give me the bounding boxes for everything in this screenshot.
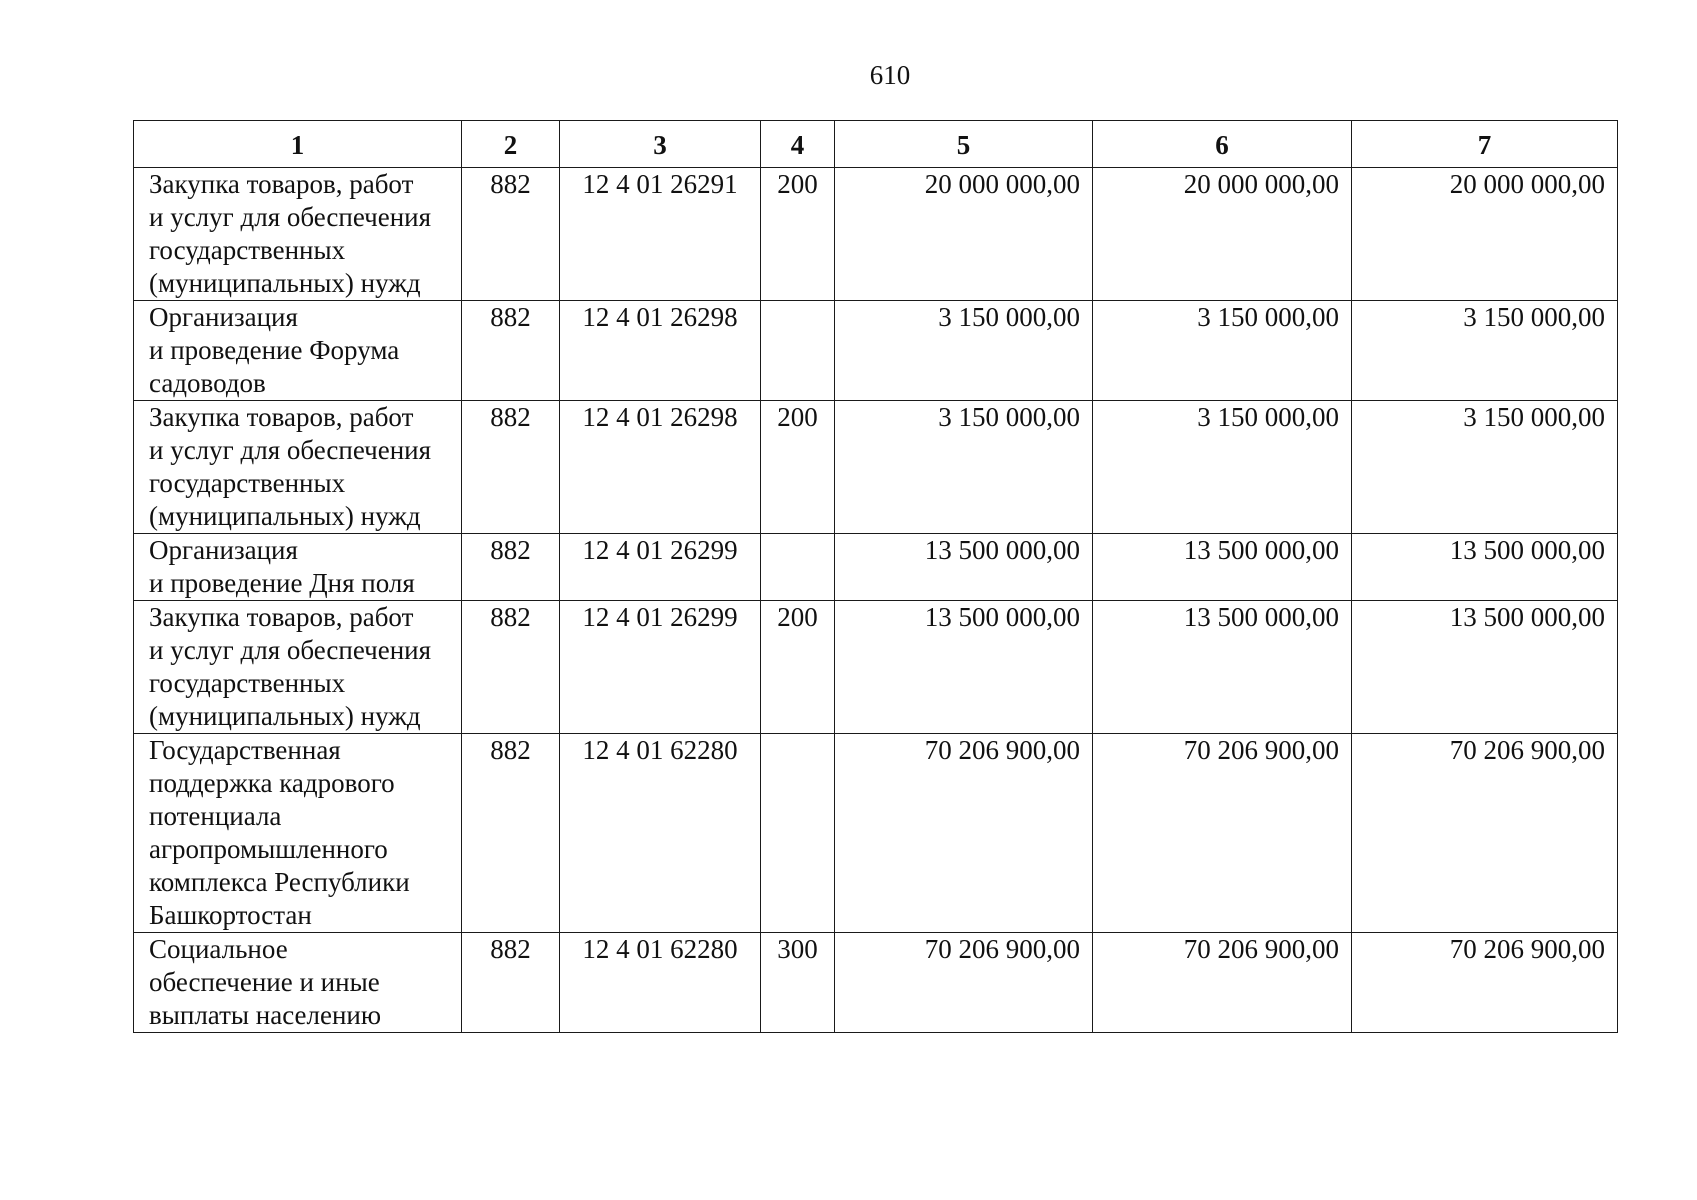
- table-row: [134, 933, 1618, 1033]
- cell-text: 3 150 000,00: [1197, 402, 1339, 432]
- row-expense-type-cell: [761, 933, 835, 1033]
- cell-text: 13 500 000,00: [924, 602, 1080, 632]
- row-name-cell: [134, 734, 462, 933]
- column-header: 5: [835, 121, 1093, 168]
- row-code-cell: [462, 301, 560, 401]
- cell-text: 13 500 000,00: [1449, 602, 1605, 632]
- row-name-cell: [134, 933, 462, 1033]
- row-code-cell: [462, 601, 560, 734]
- row-name-cell: [134, 534, 462, 601]
- cell-text: 13 500 000,00: [1449, 535, 1605, 565]
- row-amount-cell: [1352, 534, 1618, 601]
- row-code-cell: [462, 933, 560, 1033]
- column-header: 1: [134, 121, 462, 168]
- cell-text: 70 206 900,00: [1183, 934, 1339, 964]
- table-header-row: [134, 121, 1618, 168]
- row-amount-cell: [1093, 734, 1352, 933]
- row-classifier-cell: [560, 601, 761, 734]
- cell-text: 200: [777, 602, 818, 632]
- row-amount-cell: [1093, 168, 1352, 301]
- cell-text: Закупка товаров, работ и услуг для обеспечения государственных (муниципальных) нужд: [149, 402, 432, 531]
- cell-text: 13 500 000,00: [1183, 602, 1339, 632]
- row-amount-cell: [1352, 601, 1618, 734]
- table-row: [134, 534, 1618, 601]
- row-amount-cell: [1352, 734, 1618, 933]
- cell-text: 13 500 000,00: [924, 535, 1080, 565]
- column-header: 3: [560, 121, 761, 168]
- table-row: [134, 401, 1618, 534]
- table-body: [134, 168, 1618, 1033]
- row-name-cell: [134, 301, 462, 401]
- cell-text: 882: [490, 934, 531, 964]
- cell-text: 3 150 000,00: [1197, 302, 1339, 332]
- row-amount-cell: [835, 534, 1093, 601]
- cell-text: 3 150 000,00: [1463, 302, 1605, 332]
- row-name-cell: [134, 401, 462, 534]
- table-row: [134, 301, 1618, 401]
- cell-text: 13 500 000,00: [1183, 535, 1339, 565]
- cell-text: 3 150 000,00: [938, 402, 1080, 432]
- cell-text: 882: [490, 169, 531, 199]
- row-expense-type-cell: [761, 168, 835, 301]
- row-amount-cell: [835, 301, 1093, 401]
- cell-text: 70 206 900,00: [924, 735, 1080, 765]
- cell-text: 12 4 01 26298: [582, 302, 738, 332]
- cell-text: 70 206 900,00: [1449, 934, 1605, 964]
- row-amount-cell: [835, 601, 1093, 734]
- cell-text: 20 000 000,00: [1183, 169, 1339, 199]
- row-amount-cell: [1352, 301, 1618, 401]
- column-header: 2: [462, 121, 560, 168]
- cell-text: 882: [490, 735, 531, 765]
- row-amount-cell: [835, 168, 1093, 301]
- cell-text: 200: [777, 402, 818, 432]
- row-amount-cell: [835, 401, 1093, 534]
- row-amount-cell: [1352, 401, 1618, 534]
- row-code-cell: [462, 534, 560, 601]
- cell-text: 12 4 01 26299: [582, 602, 738, 632]
- row-amount-cell: [1093, 534, 1352, 601]
- row-amount-cell: [1093, 401, 1352, 534]
- cell-text: 12 4 01 26291: [582, 169, 738, 199]
- column-header: 4: [761, 121, 835, 168]
- column-header: 6: [1093, 121, 1352, 168]
- cell-text: 300: [777, 934, 818, 964]
- cell-text: 70 206 900,00: [1183, 735, 1339, 765]
- cell-text: 12 4 01 62280: [582, 934, 738, 964]
- cell-text: 882: [490, 402, 531, 432]
- cell-text: Закупка товаров, работ и услуг для обеспечения государственных (муниципальных) нужд: [149, 602, 432, 731]
- budget-table: [133, 120, 1618, 1033]
- row-amount-cell: [1093, 933, 1352, 1033]
- table-row: [134, 734, 1618, 933]
- cell-text: 12 4 01 26298: [582, 402, 738, 432]
- cell-text: Организация и проведение Форума садоводов: [149, 302, 400, 398]
- row-classifier-cell: [560, 734, 761, 933]
- cell-text: 70 206 900,00: [1449, 735, 1605, 765]
- row-amount-cell: [835, 734, 1093, 933]
- row-amount-cell: [1352, 933, 1618, 1033]
- cell-text: Закупка товаров, работ и услуг для обеспечения государственных (муниципальных) нужд: [149, 169, 432, 298]
- table-row: [134, 601, 1618, 734]
- row-classifier-cell: [560, 933, 761, 1033]
- cell-text: 12 4 01 26299: [582, 535, 738, 565]
- cell-text: 12 4 01 62280: [582, 735, 738, 765]
- cell-text: 882: [490, 535, 531, 565]
- cell-text: 200: [777, 169, 818, 199]
- row-code-cell: [462, 734, 560, 933]
- cell-text: 3 150 000,00: [1463, 402, 1605, 432]
- row-name-cell: [134, 601, 462, 734]
- row-code-cell: [462, 168, 560, 301]
- row-classifier-cell: [560, 168, 761, 301]
- table-row: [134, 168, 1618, 301]
- row-expense-type-cell: [761, 601, 835, 734]
- cell-text: 20 000 000,00: [924, 169, 1080, 199]
- row-classifier-cell: [560, 401, 761, 534]
- cell-text: Социальное обеспечение и иные выплаты населению: [149, 934, 382, 1030]
- row-classifier-cell: [560, 301, 761, 401]
- row-expense-type-cell: [761, 534, 835, 601]
- row-amount-cell: [835, 933, 1093, 1033]
- row-expense-type-cell: [761, 401, 835, 534]
- cell-text: 882: [490, 302, 531, 332]
- row-name-cell: [134, 168, 462, 301]
- cell-text: 882: [490, 602, 531, 632]
- row-amount-cell: [1093, 301, 1352, 401]
- row-amount-cell: [1093, 601, 1352, 734]
- cell-text: Государственная поддержка кадрового потенциала агропромышленного комплекса Республики Башкортостан: [149, 735, 410, 930]
- page-number: 610: [869, 60, 911, 90]
- cell-text: 70 206 900,00: [924, 934, 1080, 964]
- row-classifier-cell: [560, 534, 761, 601]
- row-expense-type-cell: [761, 734, 835, 933]
- row-expense-type-cell: [761, 301, 835, 401]
- row-code-cell: [462, 401, 560, 534]
- row-amount-cell: [1352, 168, 1618, 301]
- cell-text: 20 000 000,00: [1449, 169, 1605, 199]
- cell-text: Организация и проведение Дня поля: [149, 535, 415, 598]
- column-header: 7: [1352, 121, 1618, 168]
- cell-text: 3 150 000,00: [938, 302, 1080, 332]
